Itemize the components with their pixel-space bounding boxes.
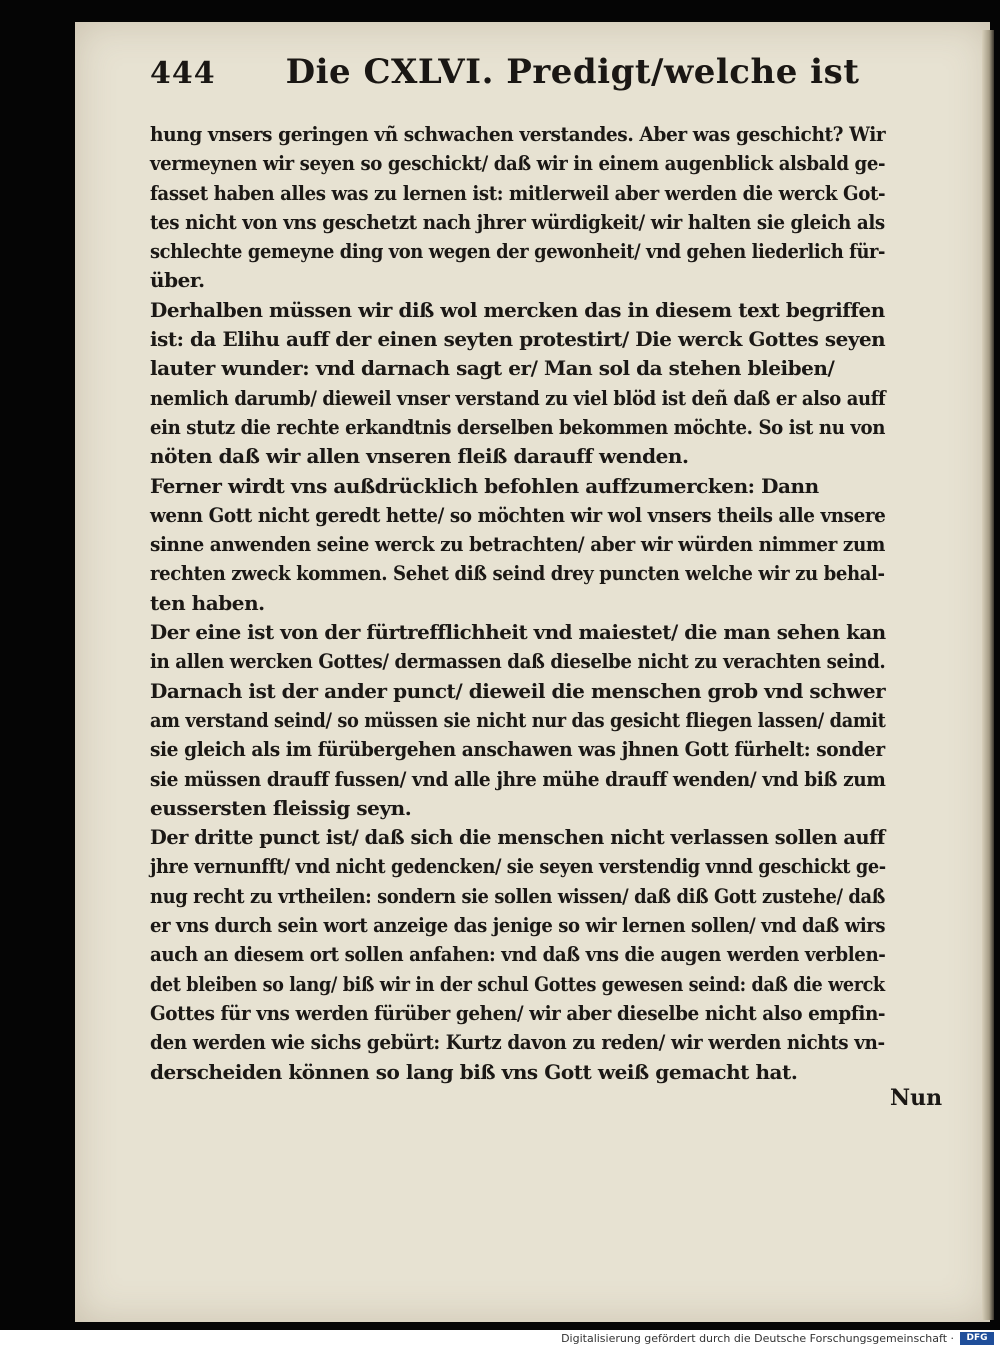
text-line: nöten daß wir allen vnseren fleiß darauff wenden. [150, 444, 689, 469]
running-title: Die CXLVI. Predigt/welche ist [285, 52, 860, 92]
page-edge [982, 30, 994, 1320]
text-line: sie müssen drauff fussen/ vnd alle jhre mühe drauff wenden/ vnd biß zum [150, 766, 886, 791]
text-line: eussersten fleissig seyn. [150, 795, 412, 820]
text-line: den werden wie sichs gebürt: Kurtz davon zu reden/ wir werden nichts vn- [150, 1030, 885, 1055]
text-line: lauter wunder: vnd darnach sagt er/ Man sol da stehen bleiben/ [150, 356, 835, 381]
text-line: det bleiben so lang/ biß wir in der schul Gottes gewesen seind: daß die werck [150, 971, 885, 996]
text-line: sinne anwenden seine werck zu betrachten/ aber wir würden nimmer zum [150, 532, 886, 557]
text-line: ten haben. [150, 590, 265, 615]
text-line: jhre vernunfft/ vnd nicht gedencken/ sie seyen verstendig vnnd geschickt ge- [150, 854, 886, 879]
text-line: sie gleich als im fürübergehen anschawen was jhnen Gott fürhelt: sonder [150, 737, 885, 762]
digitization-credit: Digitalisierung gefördert durch die Deutsche Forschungsgemeinschaft · [561, 1332, 954, 1345]
text-line: wenn Gott nicht geredt hette/ so möchten wir wol vnsers theils alle vnsere [150, 502, 886, 527]
text-line: auch an diesem ort sollen anfahen: vnd daß vns die augen werden verblen- [150, 942, 886, 967]
text-line: fasset haben alles was zu lernen ist: mitlerweil aber werden die werck Got- [150, 180, 886, 205]
text-line: Gottes für vns werden fürüber gehen/ wir aber dieselbe nicht also empfin- [150, 1000, 886, 1025]
text-line: nug recht zu vrtheilen: sondern sie sollen wissen/ daß diß Gott zustehe/ daß [150, 883, 885, 908]
text-line: hung vnsers geringen vñ schwachen verstandes. Aber was geschicht? Wir [150, 122, 886, 146]
catchword: Nun [890, 1085, 943, 1111]
text-line: er vns durch sein wort anzeige das jenige so wir lernen sollen/ vnd daß wirs [150, 913, 886, 938]
text-line: in allen wercken Gottes/ dermassen daß dieselbe nicht zu verachten seind. [150, 649, 886, 674]
text-line: über. [150, 268, 205, 293]
text-line: schlechte gemeyne ding von wegen der gewonheit/ vnd gehen liederlich für- [150, 239, 886, 264]
text-line: ist: da Elihu auff der einen seyten protestirt/ Die werck Gottes seyen [150, 327, 886, 352]
text-line: rechten zweck kommen. Sehet diß seind drey puncten welche wir zu behal- [150, 561, 885, 586]
text-line: vermeynen wir seyen so geschickt/ daß wir in einem augenblick alsbald ge- [150, 151, 886, 176]
text-line: Der eine ist von der fürtrefflichheit vnd maiestet/ die man sehen kan [150, 620, 886, 645]
page-header [150, 52, 890, 108]
text-line: Ferner wirdt vns außdrücklich befohlen auffzumercken: Dann [150, 473, 819, 498]
text-line: Derhalben müssen wir diß wol mercken das in diesem text begriffen [150, 297, 885, 322]
page-number: 444 [150, 56, 216, 91]
text-line: tes nicht von vns geschetzt nach jhrer würdigkeit/ wir halten sie gleich als [150, 209, 885, 234]
text-line: derscheiden können so lang biß vns Gott weiß gemacht hat. [150, 1059, 798, 1084]
text-line: Darnach ist der ander punct/ dieweil die menschen grob vnd schwer [150, 678, 886, 703]
body-text [150, 120, 885, 1087]
dfg-logo: DFG [960, 1332, 994, 1345]
text-line: Der dritte punct ist/ daß sich die menschen nicht verlassen sollen auff [150, 825, 885, 850]
text-line: am verstand seind/ so müssen sie nicht nur das gesicht fliegen lassen/ damit [150, 707, 886, 732]
text-line: ein stutz die rechte erkandtnis derselben bekommen möchte. So ist nu von [150, 414, 886, 439]
text-line: nemlich darumb/ dieweil vnser verstand zu viel blöd ist deñ daß er also auff [150, 385, 886, 410]
